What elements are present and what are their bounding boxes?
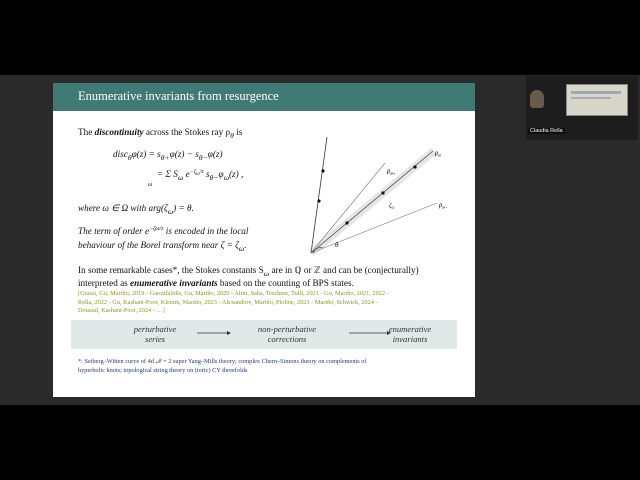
- eq: e: [183, 169, 190, 180]
- footnote-line-2: hyperbolic knots; topological string theory on (toric) CY threefolds: [78, 367, 248, 374]
- eq: s: [203, 169, 210, 180]
- eq: (z) ,: [228, 169, 244, 180]
- flow-enumerative: [375, 325, 445, 344]
- singularity-point: [413, 165, 416, 168]
- citation-line-2: Rella, 2022 - Gu, Kashani-Poor, Klemm, Mariño, 2023 - Alexandrov, Mariño, Pioline, 2023 - Mariño, Schwick, 2024 -: [78, 298, 378, 306]
- flow-text: invariants: [392, 333, 428, 344]
- text: across the Stokes ray ρ: [143, 127, 231, 137]
- flow-text: non-perturbative: [257, 324, 317, 334]
- eq-sub: ω: [223, 172, 229, 182]
- eq-sub: θ−: [209, 172, 219, 182]
- label-theta: θ: [335, 241, 339, 249]
- singularity-point: [321, 169, 324, 172]
- projector-screen: [566, 84, 628, 116]
- text: are in ℚ or ℤ and can be (conjecturally): [269, 265, 419, 275]
- text-emph: discontinuity: [94, 127, 144, 137]
- eq-sub: θ+: [160, 152, 170, 162]
- participant-video-tile[interactable]: [526, 76, 638, 140]
- text: interpreted as: [78, 278, 131, 288]
- eq-sup: −ζ: [189, 169, 197, 175]
- equation-disc: [113, 149, 223, 162]
- paragraph-line-2: [78, 278, 354, 288]
- eq: disc: [113, 149, 128, 159]
- text: behaviour of the Borel transform near ζ = ζ: [78, 240, 239, 250]
- ray-theta-minus: [311, 203, 437, 253]
- paragraph-line-1: [78, 265, 419, 278]
- sub: ω: [167, 206, 174, 216]
- italic-line-1: [78, 226, 248, 236]
- footnote-line-1: [78, 358, 367, 367]
- screen-line: [571, 97, 611, 99]
- slide-header: [53, 83, 475, 111]
- label-rho: $\rho_\theta$: [435, 149, 441, 158]
- stokes-diagram: [301, 129, 461, 261]
- flow-text: enumerative: [388, 324, 432, 334]
- eq: φ: [218, 169, 224, 180]
- text: where ω ∈ Ω with arg(ζ: [78, 203, 168, 213]
- singularity-point: [345, 221, 348, 224]
- italic-line-2: [78, 240, 247, 253]
- eq-sub: θ: [127, 152, 132, 162]
- where-line: [78, 203, 194, 216]
- text: based on the counting of BPS states.: [217, 278, 354, 288]
- citation-line-1: [Grassi, Gu, Mariño, 2019 - Garoufalidis, Gu, Mariño, 2020 - Alim, Saha, Teschner, Tulli, 2021 - Gu, Mariño, 2021, 2022 -: [78, 290, 389, 297]
- participant-silhouette: [530, 90, 544, 108]
- slide-title: Enumerative invariants from resurgence: [78, 89, 279, 103]
- presentation-slide: [53, 83, 475, 397]
- sub: ω: [263, 268, 270, 278]
- screen-line: [571, 91, 621, 94]
- flow-band: [71, 320, 457, 349]
- text-emph: enumerative invariants: [130, 278, 218, 288]
- sum-index: ω: [148, 182, 153, 188]
- label-rho-minus: $\rho_{\theta-}$: [439, 201, 448, 210]
- eq-sup: /z: [199, 169, 204, 175]
- sub: θ: [230, 130, 234, 140]
- flow-nonperturbative: [237, 325, 337, 344]
- text: The: [78, 127, 95, 137]
- text: ) = θ.: [173, 203, 194, 213]
- text: In some remarkable cases*, the Stokes constants S: [78, 265, 264, 275]
- equation-sum: [157, 169, 243, 182]
- citation-line-3: Douaud, Kashani-Poor, 2024 - …]: [78, 307, 165, 314]
- eq: = Σ S: [157, 169, 178, 180]
- eq-sub: θ−: [198, 152, 208, 162]
- eq-sub: ω: [196, 172, 200, 178]
- flow-perturbative: [115, 325, 195, 344]
- sup: −ζω/z: [149, 226, 164, 232]
- flow-text: series: [144, 333, 166, 344]
- label-zeta: $\zeta_\omega$: [389, 203, 395, 210]
- eq: φ(z) = s: [131, 149, 161, 159]
- flow-text: corrections: [267, 333, 307, 344]
- eq: φ(z) − s: [169, 149, 199, 159]
- text: Seiberg–Witten curve of 4d 𝒩 = 2 super Yang–Mills theory; complex Chern–Simons theory on complements of: [84, 358, 367, 365]
- text: is encoded in the local: [163, 226, 249, 237]
- eq-sub: ω: [177, 172, 184, 182]
- imaginary-axis: [311, 137, 327, 253]
- discontinuity-line: [78, 127, 242, 140]
- label-rho-plus: $\rho_{\theta+}$: [387, 167, 396, 176]
- eq: φ(z): [207, 149, 223, 159]
- text: The term of order e: [78, 226, 150, 237]
- text: is: [233, 127, 243, 137]
- footnote-mark: *:: [78, 358, 83, 365]
- participant-name: Claudia Rella: [530, 128, 563, 134]
- text: .: [244, 240, 247, 250]
- singularity-point: [317, 199, 320, 202]
- sub: ω: [238, 243, 245, 253]
- singularity-point: [381, 191, 384, 194]
- flow-text: perturbative: [133, 324, 177, 334]
